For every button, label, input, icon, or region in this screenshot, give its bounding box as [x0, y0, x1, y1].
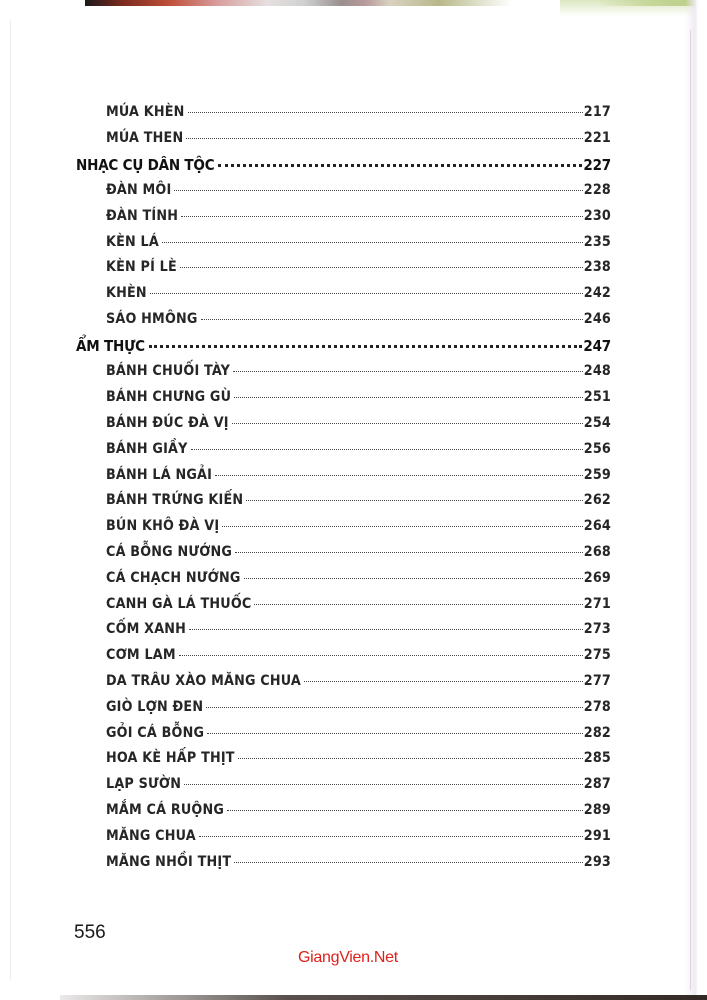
toc-entry-page: 271	[583, 595, 611, 612]
dot-leader	[189, 629, 583, 630]
toc-entry-page: 291	[583, 827, 611, 844]
toc-entry	[76, 802, 611, 828]
toc-entry-page: 248	[583, 363, 611, 380]
dot-leader	[215, 475, 583, 476]
toc-entry	[76, 544, 611, 570]
toc-entry	[76, 725, 611, 751]
toc-entry-title: MẮM CÁ RUỘNG	[106, 801, 225, 818]
toc-entry	[76, 854, 611, 880]
dot-leader	[180, 267, 583, 268]
toc-entry-page: 278	[583, 698, 611, 715]
toc-entry	[76, 389, 611, 415]
toc-entry-page: 287	[583, 776, 611, 793]
toc-entry-title: BÚN KHÔ ĐÀ VỊ	[106, 518, 220, 535]
dot-leader	[179, 655, 583, 656]
dot-leader	[227, 810, 583, 811]
page-bottom-shadow	[60, 995, 707, 1000]
toc-entry	[76, 259, 611, 285]
toc-entry-title: DA TRÂU XÀO MĂNG CHUA	[106, 672, 301, 689]
toc-entry-page: 268	[583, 543, 611, 560]
toc-entry-title: GIÒ LỢN ĐEN	[106, 698, 204, 715]
toc-entry-page: 285	[583, 750, 611, 767]
dot-leader	[206, 707, 583, 708]
dot-leader	[201, 319, 583, 320]
toc-entry-title: BÁNH GIẦY	[106, 440, 188, 457]
toc-entry	[76, 673, 611, 699]
dot-leader	[191, 449, 583, 450]
dot-leader	[181, 216, 583, 217]
dot-leader	[254, 604, 582, 605]
toc-section-page: 227	[583, 155, 611, 174]
dot-leader	[234, 862, 583, 863]
toc-entry-page: 282	[583, 724, 611, 741]
dot-leader	[222, 526, 582, 527]
toc-entry	[76, 234, 611, 260]
toc-entry-page: 217	[583, 104, 611, 120]
page-right-shadow	[685, 0, 707, 1000]
toc-entry-page: 289	[583, 801, 611, 818]
toc-entry-page: 262	[583, 492, 611, 509]
toc-entry-page: 246	[583, 311, 611, 328]
toc-entry-page: 273	[583, 621, 611, 638]
toc-entry	[76, 828, 611, 854]
toc-entry	[76, 699, 611, 725]
toc-entry-title: CỐM XANH	[106, 621, 187, 638]
toc-entry-title: CƠM LAM	[106, 647, 176, 664]
toc-entry-title: BÁNH CHUỐI TÀY	[106, 363, 231, 380]
dot-leader	[235, 552, 583, 553]
dot-leader	[234, 397, 583, 398]
toc-entry	[76, 621, 611, 647]
toc-entry-page: 277	[583, 672, 611, 689]
dot-leader	[218, 164, 582, 167]
toc-entry-title: LẠP SƯỜN	[106, 776, 182, 793]
toc-entry	[76, 311, 611, 337]
toc-entry	[76, 363, 611, 389]
toc-entry-page: 254	[583, 414, 611, 431]
dot-leader	[232, 423, 583, 424]
toc-entry-title: BÁNH LÁ NGẢI	[106, 466, 213, 483]
toc-section-page: 247	[583, 336, 611, 355]
dot-leader	[207, 733, 583, 734]
table-of-contents	[76, 104, 611, 879]
toc-entry-page: 238	[583, 259, 611, 276]
dot-leader	[162, 242, 583, 243]
toc-entry	[76, 492, 611, 518]
toc-entry-page: 228	[583, 182, 611, 199]
toc-entry-page: 293	[583, 853, 611, 870]
page-number: 556	[74, 922, 106, 943]
toc-entry-title: MĂNG NHỒI THỊT	[106, 853, 232, 870]
dot-leader	[244, 578, 583, 579]
dot-leader	[186, 138, 582, 139]
toc-entry-title: BÁNH CHƯNG GÙ	[106, 389, 232, 406]
toc-entry	[76, 518, 611, 544]
toc-section-title: ẨM THỰC	[76, 336, 145, 355]
toc-entry-title: ĐÀN MÔI	[106, 182, 172, 199]
dot-leader	[149, 345, 583, 348]
toc-entry-page: 275	[583, 647, 611, 664]
toc-entry-title: BÁNH TRỨNG KIẾN	[106, 492, 244, 509]
page-left-edge	[10, 20, 11, 980]
toc-entry	[76, 467, 611, 493]
toc-entry	[76, 750, 611, 776]
toc-entry-title: CÁ BỖNG NƯỚNG	[106, 543, 233, 560]
toc-entry	[76, 441, 611, 467]
toc-entry-title: BÁNH ĐÚC ĐÀ VỊ	[106, 414, 229, 431]
toc-entry-page: 242	[583, 285, 611, 302]
toc-entry-title: GỎI CÁ BỖNG	[106, 724, 205, 741]
toc-entry-page: 264	[583, 518, 611, 535]
dot-leader	[238, 758, 583, 759]
toc-entry	[76, 776, 611, 802]
toc-entry-title: KHÈN	[106, 285, 147, 302]
toc-entry	[76, 104, 611, 130]
toc-entry-title: CÁ CHẠCH NƯỚNG	[106, 569, 241, 586]
toc-entry	[76, 596, 611, 622]
toc-entry-page: 269	[583, 569, 611, 586]
toc-entry	[76, 208, 611, 234]
page-right-edge	[690, 30, 691, 990]
dot-leader	[188, 112, 583, 113]
toc-section-heading	[76, 156, 611, 183]
watermark-link[interactable]: GiangVien.Net	[298, 949, 398, 966]
toc-entry	[76, 130, 611, 156]
toc-entry-title: ĐÀN TÍNH	[106, 207, 179, 224]
toc-entry-title: KÈN LÁ	[106, 233, 159, 250]
dot-leader	[304, 681, 583, 682]
toc-entry-page: 256	[583, 440, 611, 457]
toc-entry-title: CANH GÀ LÁ THUỐC	[106, 595, 252, 612]
toc-section-title: NHẠC CỤ DÂN TỘC	[76, 155, 215, 174]
toc-entry	[76, 415, 611, 441]
toc-entry-title: HOA KÈ HẤP THỊT	[106, 750, 235, 767]
toc-entry	[76, 182, 611, 208]
dot-leader	[233, 371, 583, 372]
toc-entry-title: SÁO HMÔNG	[106, 311, 198, 328]
toc-entry-title: MÚA KHÈN	[106, 104, 185, 120]
dot-leader	[184, 784, 583, 785]
dot-leader	[199, 836, 583, 837]
toc-entry	[76, 570, 611, 596]
toc-entry-title: MĂNG CHUA	[106, 827, 196, 844]
toc-entry-page: 235	[583, 233, 611, 250]
toc-entry	[76, 285, 611, 311]
toc-entry	[76, 647, 611, 673]
toc-entry-page: 251	[583, 389, 611, 406]
toc-entry-title: KÈN PÍ LÈ	[106, 259, 177, 276]
toc-section-heading	[76, 337, 611, 364]
dot-leader	[150, 293, 583, 294]
toc-entry-page: 259	[583, 466, 611, 483]
toc-entry-title: MÚA THEN	[106, 129, 184, 146]
toc-entry-page: 230	[583, 207, 611, 224]
dot-leader	[246, 500, 583, 501]
top-corner-shadow	[560, 0, 700, 16]
toc-entry-page: 221	[583, 129, 611, 146]
dot-leader	[174, 190, 582, 191]
